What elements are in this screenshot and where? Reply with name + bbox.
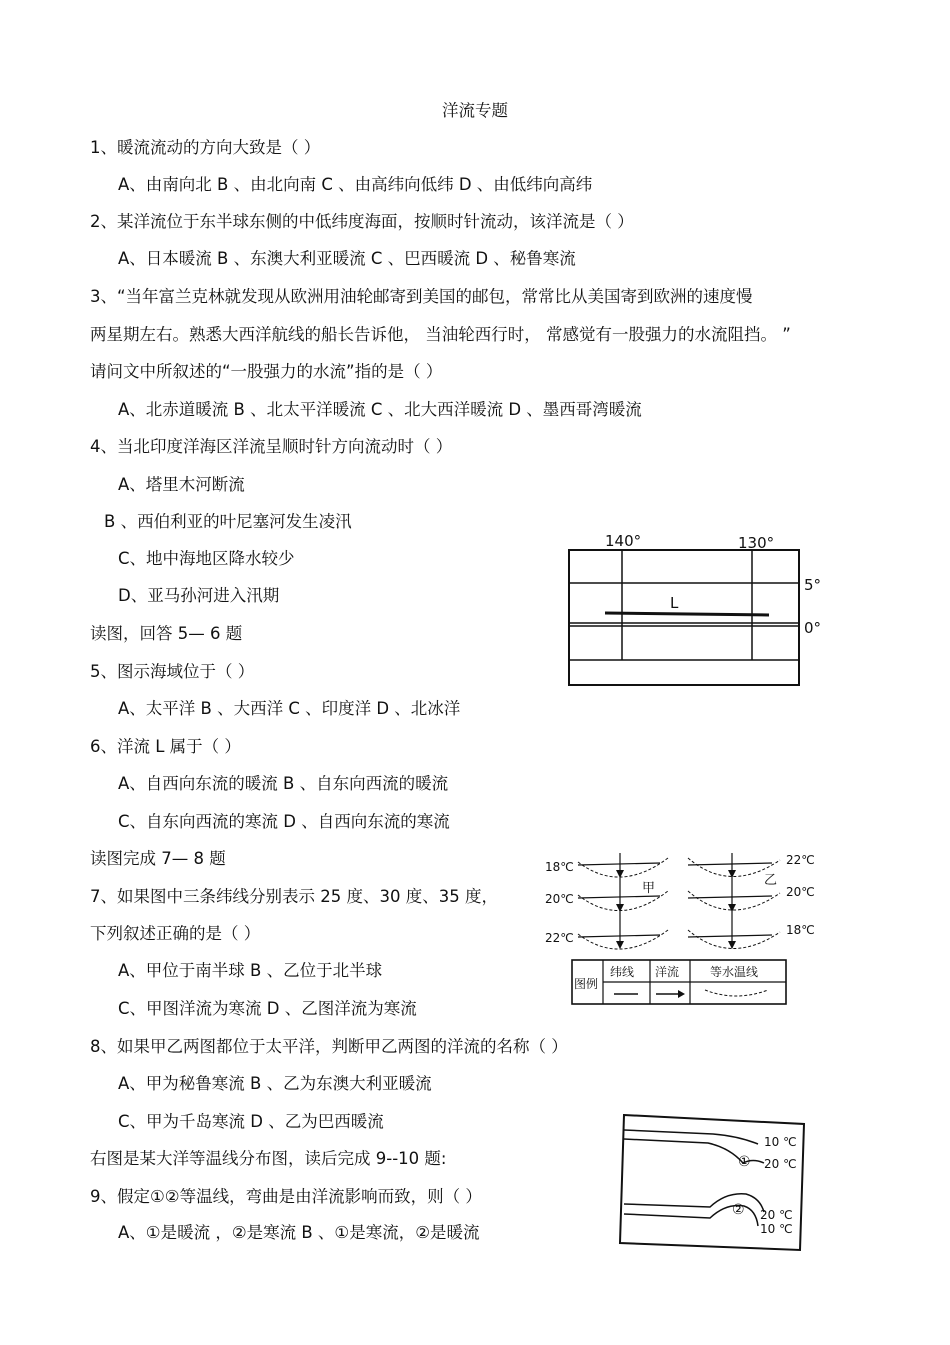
ocean-current-l	[605, 613, 769, 615]
options-5: A、太平洋 B 、大西洋 C 、印度洋 D 、北冰洋	[118, 699, 461, 718]
isotherm-label: 20 ℃	[764, 1157, 797, 1171]
options-8-ab: A、甲为秘鲁寒流 B 、乙为东澳大利亚暖流	[118, 1074, 432, 1093]
isotherm-mark: ②	[732, 1202, 745, 1218]
latitude-line	[578, 896, 660, 898]
temperature-label: 20℃	[786, 885, 815, 899]
legend	[572, 960, 786, 1004]
options-9: A、①是暖流 ，②是寒流 B 、①是寒流，②是暖流	[118, 1223, 480, 1242]
option-4b: B 、西伯利亚的叶尼塞河发生凌汛	[104, 512, 352, 531]
latitude-label: 5°	[804, 576, 822, 594]
question-7-line2: 下列叙述正确的是（ ）	[90, 924, 261, 943]
question-4: 4、当北印度洋海区洋流呈顺时针方向流动时（ ）	[90, 437, 453, 456]
options-8-cd: C、甲为千岛寒流 D 、乙为巴西暖流	[118, 1112, 384, 1131]
options-3: A、北赤道暖流 B 、北太平洋暖流 C 、北大西洋暖流 D 、墨西哥湾暖流	[118, 400, 642, 419]
options-1: A、由南向北 B 、由北向南 C 、由高纬向低纬 D 、由低纬向高纬	[118, 175, 593, 194]
isotherm	[578, 930, 668, 949]
latitude-line	[688, 896, 772, 898]
legend-item: 洋流	[655, 965, 680, 979]
temperature-label: 18℃	[786, 923, 815, 937]
isotherm-label: 20 ℃	[760, 1208, 793, 1222]
latitude-line	[688, 863, 772, 865]
question-3-line3: 请问文中所叙述的“一股强力的水流”指的是（ ）	[90, 362, 443, 381]
page-title: 洋流专题	[442, 101, 508, 120]
current-label: L	[670, 594, 679, 612]
question-7-line1: 7、如果图中三条纬线分别表示 25 度、30 度、35 度，	[90, 887, 498, 906]
instruction-7-8: 读图完成 7— 8 题	[90, 849, 226, 868]
legend-isotherm-symbol	[705, 990, 768, 996]
latitude-line	[578, 935, 660, 937]
question-8: 8、如果甲乙两图都位于太平洋，判断甲乙两图的洋流的名称（ ）	[90, 1037, 568, 1056]
option-4c: C、地中海地区降水较少	[118, 549, 295, 568]
latitude-line	[578, 863, 660, 865]
option-4a: A、塔里木河断流	[118, 475, 245, 494]
question-5: 5、图示海域位于（ ）	[90, 662, 255, 681]
isotherm	[688, 930, 780, 949]
legend-item: 纬线	[610, 965, 635, 979]
question-6: 6、洋流 L 属于（ ）	[90, 737, 241, 756]
temperature-label: 22℃	[786, 853, 815, 867]
isotherm-label: 10 ℃	[764, 1135, 797, 1149]
legend-item: 等水温线	[710, 965, 759, 979]
longitude-label: 140°	[605, 532, 642, 550]
question-9: 9、假定①②等温线，弯曲是由洋流影响而致，则（ ）	[90, 1187, 482, 1206]
options-7-cd: C、甲图洋流为寒流 D 、乙图洋流为寒流	[118, 999, 417, 1018]
temperature-label: 22℃	[545, 931, 574, 945]
instruction-9-10: 右图是某大洋等温线分布图，读后完成 9--10 题:	[90, 1149, 447, 1168]
figure-ocean-grid	[560, 530, 850, 690]
question-1: 1、暖流流动的方向大致是（ ）	[90, 138, 321, 157]
latitude-label: 0°	[804, 619, 822, 637]
question-2: 2、某洋流位于东半球东侧的中低纬度海面，按顺时针流动，该洋流是（ ）	[90, 212, 634, 231]
question-3-line1: 3、“当年富兰克林就发现从欧洲用油轮邮寄到美国的邮包，常常比从美国寄到欧洲的速度慢	[90, 287, 753, 306]
options-7-ab: A、甲位于南半球 B 、乙位于北半球	[118, 961, 383, 980]
question-3-line2: 两星期左右。熟悉大西洋航线的船长告诉他， 当油轮西行时， 常感觉有一股强力的水流阻挡。 ”	[90, 325, 791, 344]
option-4d: D、亚马孙河进入汛期	[118, 586, 280, 605]
temperature-label: 18℃	[545, 860, 574, 874]
isotherm	[578, 858, 668, 877]
map-label-yi: 乙	[764, 873, 778, 888]
isotherm-label: 10 ℃	[760, 1222, 793, 1236]
map-label-jia: 甲	[642, 881, 656, 896]
grid-frame	[569, 550, 799, 685]
longitude-label: 130°	[738, 534, 775, 552]
options-6-ab: A、自西向东流的暖流 B 、自东向西流的暖流	[118, 774, 449, 793]
temperature-label: 20℃	[545, 892, 574, 906]
isotherm-mark: ①	[738, 1154, 751, 1170]
figure-isotherm-map	[618, 1110, 818, 1250]
legend-title: 图例	[574, 977, 599, 991]
options-6-cd: C、自东向西流的寒流 D 、自西向东流的寒流	[118, 812, 450, 831]
options-2: A、日本暖流 B 、东澳大利亚暖流 C 、巴西暖流 D 、秘鲁寒流	[118, 249, 576, 268]
figure-isotherms-jia-yi	[540, 848, 840, 1023]
instruction-5-6: 读图，回答 5— 6 题	[90, 624, 243, 643]
arrowhead	[678, 990, 685, 998]
latitude-line	[688, 935, 772, 937]
